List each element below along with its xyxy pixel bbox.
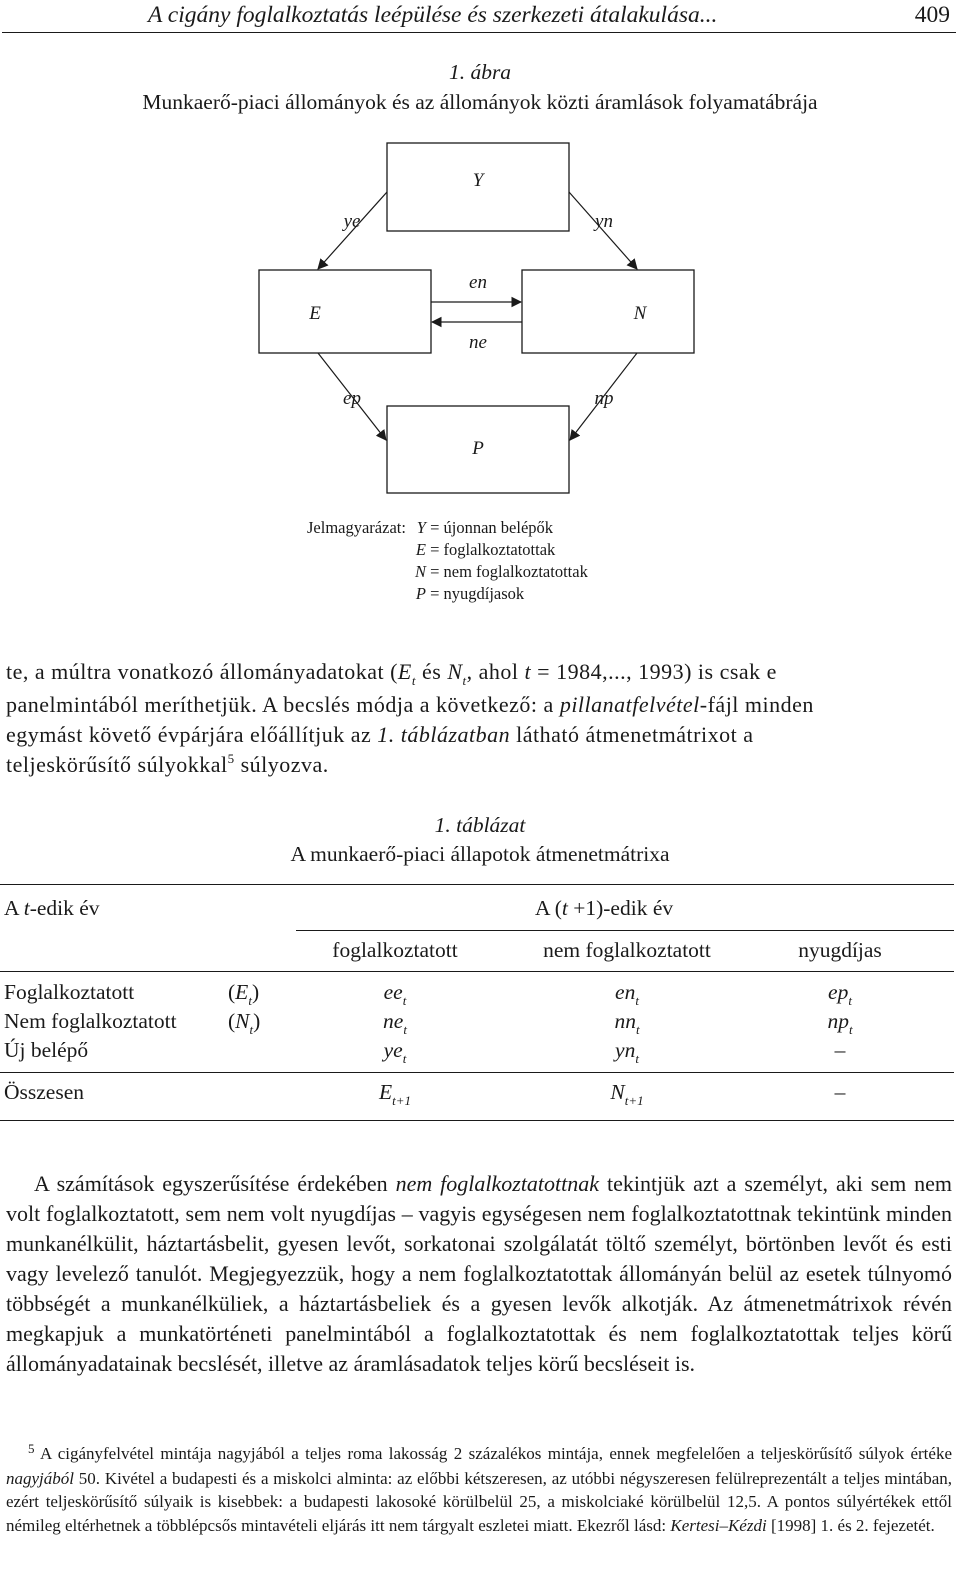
table-row-label: Nem foglalkoztatott (4, 1009, 177, 1033)
flow-label-ye: ye (343, 211, 361, 232)
flow-label-yn: yn (595, 211, 613, 232)
figure-caption: Munkaerő-piaci állományok és az állományok közti áramlások folyamatábrája (142, 90, 818, 114)
body-paragraph-2: A számítások egyszerűsítése érdekében nem foglalkoztatottnak tekintjük azt a személyt, aki sem nem volt foglalkoztatott, sem nem volt nyugdíjas – vagyis egységesen nem foglalkoztatottnak tekintünk minden munkanélkülit, háztartásbelit, gyesen levőt, sorkatonai szolgálatát töltő személyt, börtönben levőt és esti vagy levelező tanulót. Megjegyezzük, hogy a nem foglalkoztatottak állományán belül az esetek túlnyomó többségét a munkanélküliek, a háztartásbeliek és a gyesen levők alkotják. Az átmenetmátrixok révén megkapjuk a munkatörténeti panelmintából a foglalkoztatottak és nem foglalkoztatottak teljes körű állományadatainak becslését, illetve az áramlásadatok teljes körű becsléseit is. (6, 1171, 952, 1376)
legend-label: Jelmagyarázat: (307, 518, 406, 537)
node-label-y: Y (472, 170, 484, 191)
table-caption: A munkaerő-piaci állapotok átmenetmátrixa (290, 842, 670, 866)
table-cell: $nn_t$ (614, 1009, 640, 1037)
legend-key: P (415, 584, 426, 603)
legend-key: Y (416, 518, 426, 537)
table-mid-rule (296, 930, 954, 931)
figure-legend (307, 517, 588, 605)
running-header-title: A cigány foglalkoztatás leépülése és szerkezeti átalakulása... (148, 2, 718, 28)
table-cell: $ye_t$ (383, 1038, 407, 1066)
table-cell: $en_t$ (615, 980, 639, 1008)
table-total-cell: $E_{t+1}$ (378, 1080, 412, 1108)
table-row-header: A t-edik év (4, 896, 100, 920)
page-number: 409 (914, 2, 950, 28)
flow-label-en: en (469, 272, 487, 293)
table-total-cell: $N_{t+1}$ (610, 1080, 644, 1108)
table-cell: $np_t$ (827, 1009, 853, 1037)
table-row-label: Foglalkoztatott (4, 980, 135, 1004)
legend-text: = foglalkoztatottak (430, 540, 556, 559)
node-box-n (522, 270, 694, 353)
table-cell: $yn_t$ (615, 1038, 639, 1066)
table-header-rule (0, 971, 954, 972)
legend-text: = nyugdíjasok (430, 584, 525, 603)
figure-number: 1. ábra (448, 60, 512, 84)
legend-text: = újonnan belépők (430, 518, 554, 537)
footnote: $^5$ A cigányfelvétel mintája nagyjából a teljes roma lakosság 2 százalékos mintája, ennek megfelelően a teljeskörűsítő súlyok értéke nagyjából 50. Kivétel a budapesti és a miskolci alminta: az előbbi kétszeresen, az utóbbi négyszeresen felülreprezentált a teljes mintában, ezért teljeskörűsítő súlyaik is kisebbek: a budapesti lakosoké körülbelül 25, a miskolciaké körülbelül 12,5. A pontos súlyértékek ettől némileg eltérhetnek a többlépcsős mintavételi eljárás itt nem tárgyalt eszletei miatt. Ekezről lásd: Kertesi–Kézdi [1998] 1. és 2. fejezetét. (6, 1441, 952, 1535)
table-number: 1. táblázat (434, 813, 526, 837)
flow-label-np: np (594, 388, 614, 409)
legend-text: = nem foglalkoztatottak (430, 562, 588, 581)
node-box-e (259, 270, 431, 353)
table-row-label: Új belépő (4, 1038, 89, 1062)
table-col-group-header: A (t +1)-edik év (535, 896, 674, 920)
table-total-label: Összesen (4, 1080, 85, 1104)
flow-label-ne: ne (469, 332, 487, 353)
flow-label-ep: ep (343, 388, 361, 409)
legend-key: E (415, 540, 426, 559)
node-label-e: E (309, 303, 321, 324)
node-label-p: P (472, 438, 484, 459)
node-label-n: N (633, 303, 647, 324)
table-row-symbol: $(N_t)$ (228, 1009, 261, 1037)
table-cell-dash: – (834, 1038, 846, 1062)
table-cell: $ne_t$ (383, 1009, 407, 1037)
legend-key: N (414, 562, 426, 581)
table-top-rule (0, 884, 954, 885)
table-row-symbol: $(E_t)$ (228, 980, 260, 1008)
header-rule (2, 32, 956, 33)
table-col-header: nyugdíjas (798, 938, 882, 962)
table-col-header: nem foglalkoztatott (543, 938, 711, 962)
table-col-header: foglalkoztatott (332, 938, 458, 962)
body-paragraph-1: te, a múltra vonatkozó állományadatokat ($E_t$ és $N_t$, ahol t = 1984,..., 1993) is csak e panelmintából meríthetjük. A becslés módja a következő: a pillanatfelvétel-fájl minden egymást követő évpárjára előállítjuk az 1. táblázatban látható átmenetmátrixot a teljeskörűsítő súlyokkal$^5$ súlyozva. (6, 659, 814, 777)
flow-diagram (0, 130, 960, 500)
table-total-rule (0, 1072, 954, 1073)
table-cell-dash: – (834, 1080, 846, 1104)
table-cell: $ep_t$ (828, 980, 852, 1008)
table-bottom-rule (0, 1120, 954, 1121)
table-cell: $ee_t$ (383, 980, 407, 1008)
